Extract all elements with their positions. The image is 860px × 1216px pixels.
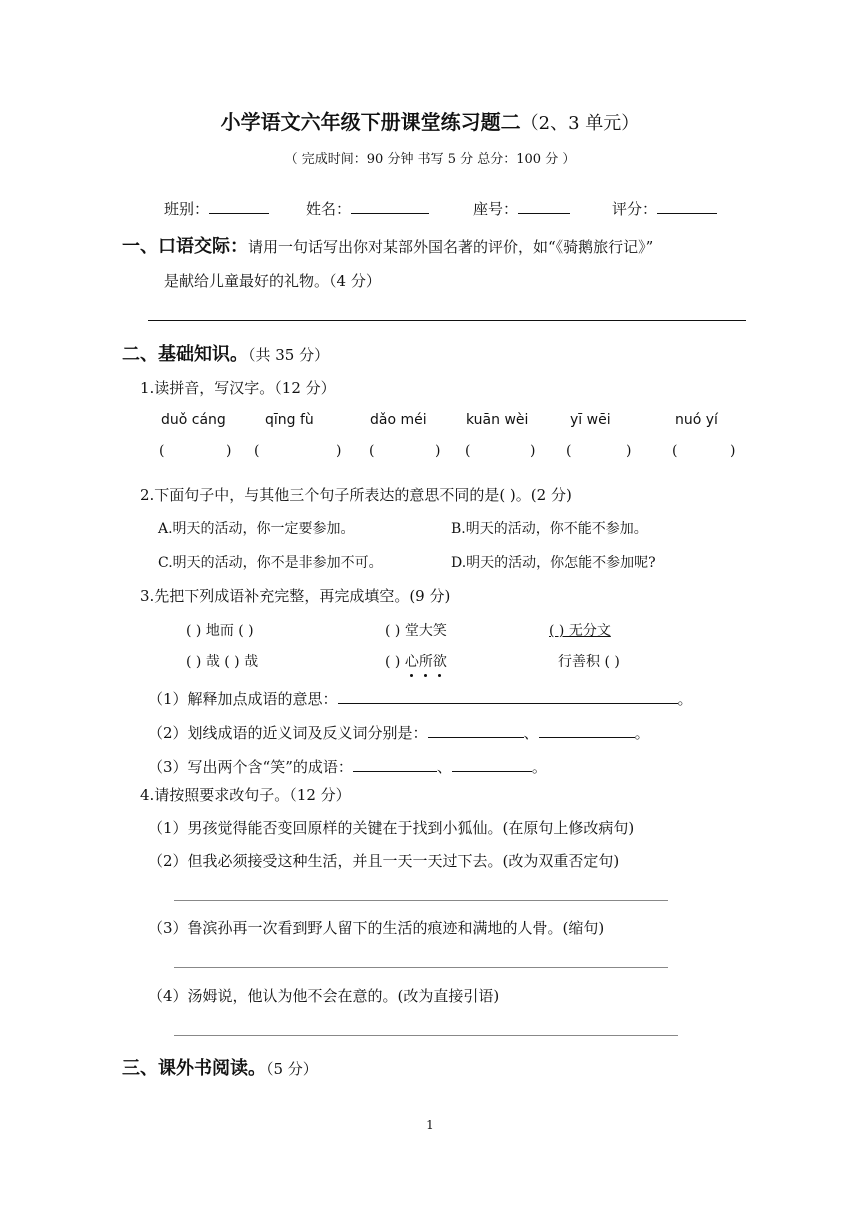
idiom-5-paren: ( ): [385, 654, 405, 670]
answer-paren-open-4: (: [465, 443, 471, 459]
answer-paren-close-5: ): [626, 443, 632, 459]
section-1-text2: 是献给儿童最好的礼物。（4 分）: [164, 272, 381, 290]
answer-paren-close-3: ): [435, 443, 441, 459]
section-1-heading: 一、口语交际：: [122, 236, 248, 257]
emph-char-2: 所: [419, 654, 433, 670]
q2-prompt: 2.下面句子中，与其他三个句子所表达的意思不同的是( )。(2 分): [140, 486, 572, 504]
q4-prompt: 4.请按照要求改句子。（12 分）: [140, 786, 351, 804]
pinyin-2: qīng fù: [265, 412, 314, 428]
answer-paren-open-5: (: [566, 443, 572, 459]
q4-item-1: （1）男孩觉得能否变回原样的关键在于找到小狐仙。(在原句上修改病句): [148, 819, 635, 837]
q2-option-c[interactable]: C.明天的活动，你不是非参加不可。: [158, 555, 383, 571]
score-field: [612, 198, 717, 219]
q3-sub1: [148, 688, 693, 709]
q3-sub3-end: 。: [531, 758, 547, 776]
section-2-heading: 二、基础知识。: [122, 344, 248, 365]
q4-item-3: （3）鲁滨孙再一次看到野人留下的生活的痕迹和满地的人骨。(缩句): [148, 919, 605, 937]
seat-label: 座号：: [473, 200, 519, 218]
q3-sub3-blank-1[interactable]: [353, 757, 437, 772]
q3-sub2-sep: 、: [523, 724, 539, 742]
class-field: [164, 198, 269, 219]
answer-paren-close-1: ): [226, 443, 232, 459]
q4-item-2-answer-line[interactable]: [174, 900, 668, 901]
section-1-text1: 请用一句话写出你对某部外国名著的评价，如“《骑鹅旅行记》”: [248, 238, 654, 256]
page-number: 1: [426, 1118, 434, 1132]
pinyin-5: yī wēi: [570, 412, 611, 428]
answer-paren-close-4: ): [530, 443, 536, 459]
emphasis-dot: [438, 674, 441, 677]
pinyin-1: duǒ cáng: [161, 412, 226, 428]
score-label: 评分：: [612, 200, 658, 218]
q3-prompt: 3.先把下列成语补充完整，再完成填空。(9 分): [140, 587, 451, 605]
answer-paren-open-6: (: [672, 443, 678, 459]
name-blank[interactable]: [351, 199, 429, 214]
pinyin-6: nuó yí: [675, 412, 718, 428]
q3-sub2-blank-1[interactable]: [428, 723, 524, 738]
emphasis-dot: [410, 674, 413, 677]
section-2-score: （共 35 分）: [248, 346, 330, 364]
q3-sub2: [148, 722, 650, 743]
score-blank[interactable]: [657, 199, 717, 214]
answer-paren-open-3: (: [369, 443, 375, 459]
q2-option-d[interactable]: D.明天的活动，你怎能不参加呢?: [451, 555, 656, 571]
section-3-score: （5 分）: [266, 1060, 318, 1078]
emph-char-3: 欲: [433, 654, 447, 670]
idiom-5-dotted: [385, 651, 447, 671]
class-label: 班别：: [164, 200, 210, 218]
q2-option-a[interactable]: A.明天的活动，你一定要参加。: [158, 521, 355, 537]
idiom-3-underlined: ( ) 无分文: [549, 623, 611, 639]
exam-info-line: （ 完成时间：90 分钟 书写 5 分 总分：100 分 ）: [284, 152, 576, 167]
seat-blank[interactable]: [518, 199, 570, 214]
q3-sub3-blank-2[interactable]: [452, 757, 532, 772]
q4-item-2: （2）但我必须接受这种生活，并且一天一天过下去。(改为双重否定句): [148, 852, 620, 870]
name-label: 姓名：: [306, 200, 352, 218]
answer-paren-open-1: (: [159, 443, 165, 459]
idiom-2: ( ) 堂大笑: [385, 623, 447, 639]
seat-field: [473, 198, 570, 219]
idiom-4: ( ) 哉 ( ) 哉: [186, 654, 259, 670]
q4-item-4: （4）汤姆说，他认为他不会在意的。(改为直接引语): [148, 987, 500, 1005]
section-3-heading-row: [122, 1054, 318, 1080]
q3-sub2-blank-2[interactable]: [539, 723, 635, 738]
q3-sub2-label: （2）划线成语的近义词及反义词分别是：: [148, 724, 428, 742]
q1-prompt: 1.读拼音，写汉字。（12 分）: [140, 379, 336, 397]
q4-item-3-answer-line[interactable]: [174, 967, 668, 968]
q2-option-b[interactable]: B.明天的活动，你不能不参加。: [451, 521, 648, 537]
q3-sub3-sep: 、: [436, 758, 452, 776]
idiom-6: 行善积 ( ): [558, 654, 620, 670]
answer-paren-open-2: (: [254, 443, 260, 459]
page-title: [0, 106, 860, 135]
pinyin-3: dǎo méi: [370, 412, 427, 428]
title-units: （2、3 单元）: [520, 113, 640, 134]
q3-sub1-end: 。: [677, 690, 693, 708]
section-1: [122, 232, 653, 258]
q4-item-4-answer-line[interactable]: [174, 1035, 678, 1036]
name-field: [306, 198, 429, 219]
section-3-heading: 三、课外书阅读。: [122, 1058, 266, 1079]
q3-sub1-blank[interactable]: [338, 689, 678, 704]
section-2-heading-row: [122, 340, 329, 366]
pinyin-4: kuān wèi: [466, 412, 529, 428]
emph-char-1: 心: [405, 654, 419, 670]
q3-sub2-end: 。: [634, 724, 650, 742]
q3-sub3-label: （3）写出两个含“笑”的成语：: [148, 758, 353, 776]
answer-paren-close-2: ): [336, 443, 342, 459]
answer-paren-close-6: ): [730, 443, 736, 459]
q3-sub1-label: （1）解释加点成语的意思：: [148, 690, 338, 708]
q3-sub3: [148, 756, 547, 777]
class-blank[interactable]: [209, 199, 269, 214]
title-main: 小学语文六年级下册课堂练习题二: [220, 110, 521, 134]
idiom-1: ( ) 地而 ( ): [186, 623, 254, 639]
emphasis-dot: [424, 674, 427, 677]
section-1-answer-line[interactable]: [148, 320, 746, 321]
